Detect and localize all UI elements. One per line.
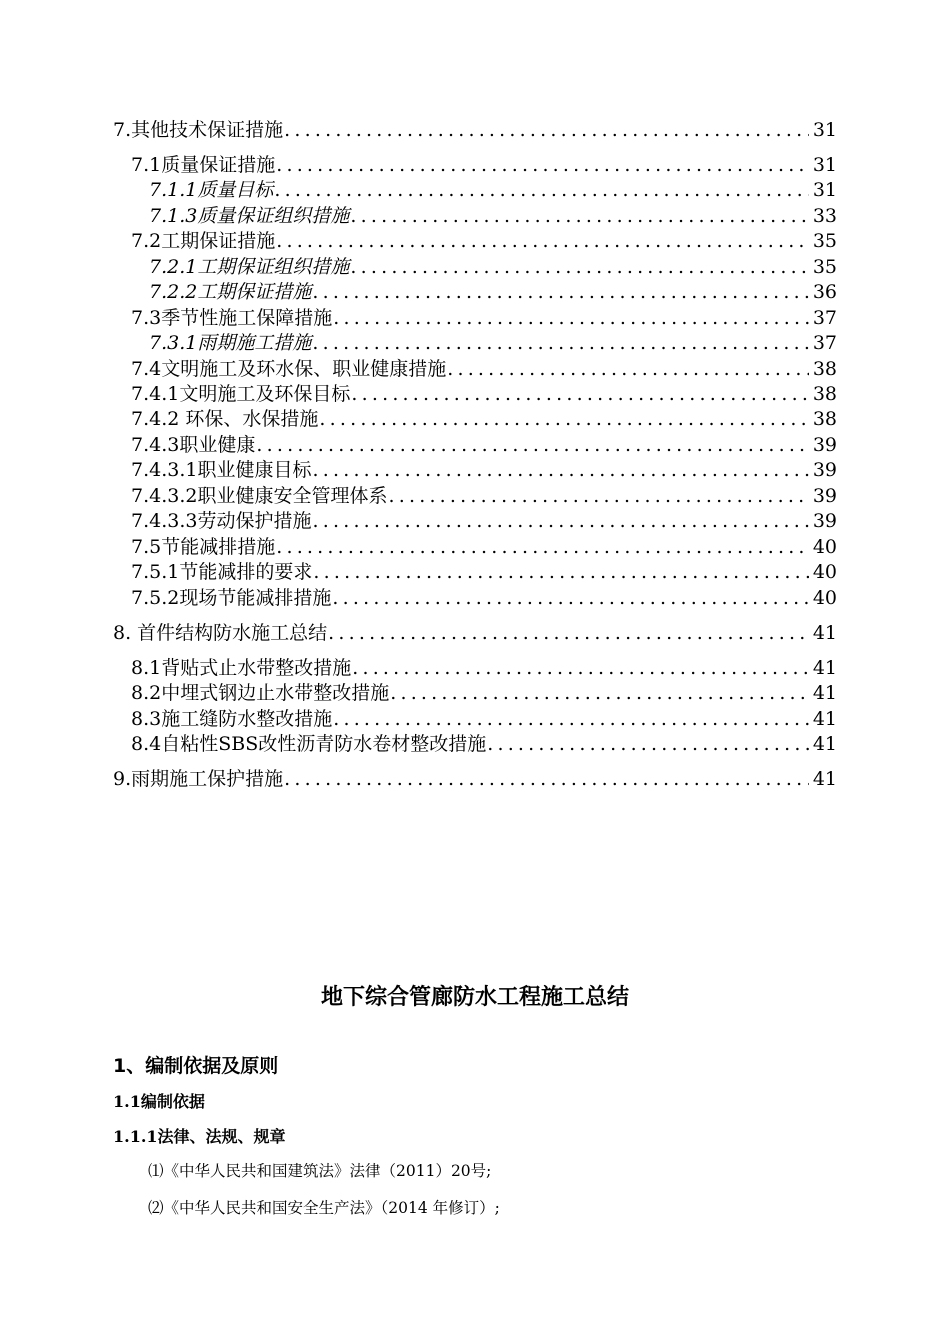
toc-entry[interactable] xyxy=(149,204,837,228)
toc-entry-page: 41 xyxy=(812,682,837,704)
toc-entry[interactable] xyxy=(149,280,837,304)
toc-entry-label: 7.4.3职业健康 xyxy=(131,434,256,456)
toc-entry[interactable] xyxy=(131,707,837,731)
toc-entry-label: 7.5节能减排措施 xyxy=(131,536,276,558)
toc-leader-dots xyxy=(388,484,808,508)
toc-entry[interactable] xyxy=(113,118,837,142)
toc-leader-dots xyxy=(256,433,808,457)
toc-entry[interactable] xyxy=(131,656,837,680)
toc-entry-page: 38 xyxy=(812,358,837,380)
toc-entry-label: 7.4.3.3劳动保护措施 xyxy=(131,510,312,532)
toc-leader-dots xyxy=(319,407,808,431)
toc-entry-label: 8.4自粘性SBS改性沥青防水卷材整改措施 xyxy=(131,733,487,755)
toc-entry-page: 41 xyxy=(812,657,837,679)
toc-entry[interactable] xyxy=(131,433,837,457)
toc-entry-page: 39 xyxy=(812,434,837,456)
toc-leader-dots xyxy=(350,255,808,279)
toc-entry-page: 39 xyxy=(812,459,837,481)
toc-entry-page: 38 xyxy=(812,383,837,405)
toc-entry-label: 8. 首件结构防水施工总结 xyxy=(113,622,328,644)
toc-leader-dots xyxy=(312,280,808,304)
toc-entry[interactable] xyxy=(131,458,837,482)
toc-entry-page: 41 xyxy=(812,708,837,730)
toc-entry[interactable] xyxy=(131,229,837,253)
law-reference-item: ⑴《中华人民共和国建筑法》法律（2011）20号; xyxy=(148,1162,492,1180)
toc-entry[interactable] xyxy=(149,178,837,202)
toc-entry[interactable] xyxy=(131,732,837,756)
toc-entry-page: 37 xyxy=(812,332,837,354)
toc-entry-label: 7.2.1工期保证组织措施 xyxy=(149,256,350,278)
toc-entry[interactable] xyxy=(131,382,837,406)
toc-entry[interactable] xyxy=(131,509,837,533)
toc-leader-dots xyxy=(332,586,808,610)
toc-entry-label: 7.3.1雨期施工措施 xyxy=(149,332,312,354)
toc-entry-label: 7.2工期保证措施 xyxy=(131,230,276,252)
toc-entry-page: 35 xyxy=(812,230,837,252)
toc-leader-dots xyxy=(390,681,809,705)
toc-entry-page: 33 xyxy=(812,205,837,227)
toc-leader-dots xyxy=(312,458,808,482)
toc-entry[interactable] xyxy=(131,357,837,381)
toc-leader-dots xyxy=(274,178,808,202)
toc-entry-page: 39 xyxy=(812,485,837,507)
toc-entry-page: 40 xyxy=(812,561,837,583)
toc-leader-dots xyxy=(351,382,808,406)
toc-entry-label: 8.1背贴式止水带整改措施 xyxy=(131,657,352,679)
toc-leader-dots xyxy=(312,509,808,533)
toc-leader-dots xyxy=(328,621,809,645)
toc-entry-page: 35 xyxy=(812,256,837,278)
toc-leader-dots xyxy=(284,767,809,791)
toc-entry-page: 31 xyxy=(812,119,837,141)
toc-entry-label: 7.其他技术保证措施 xyxy=(113,119,284,141)
toc-leader-dots xyxy=(352,656,809,680)
toc-entry-label: 7.4.1文明施工及环保目标 xyxy=(131,383,351,405)
toc-entry-page: 41 xyxy=(812,768,837,790)
toc-entry-label: 8.3施工缝防水整改措施 xyxy=(131,708,333,730)
toc-entry[interactable] xyxy=(131,560,837,584)
toc-entry-page: 39 xyxy=(812,510,837,532)
toc-entry-label: 7.1.3质量保证组织措施 xyxy=(149,205,350,227)
toc-leader-dots xyxy=(276,153,809,177)
toc-entry-page: 36 xyxy=(812,281,837,303)
toc-entry-page: 40 xyxy=(812,587,837,609)
toc-entry-label: 7.1质量保证措施 xyxy=(131,154,276,176)
section-heading-1-1-1: 1.1.1法律、法规、规章 xyxy=(113,1127,286,1146)
toc-leader-dots xyxy=(276,535,809,559)
toc-entry-page: 31 xyxy=(812,154,837,176)
toc-entry-page: 41 xyxy=(812,622,837,644)
document-title: 地下综合管廊防水工程施工总结 xyxy=(320,984,629,1010)
toc-entry[interactable] xyxy=(131,586,837,610)
law-reference-item: ⑵《中华人民共和国安全生产法》（2014 年修订）; xyxy=(148,1199,500,1217)
section-heading-1-1: 1.1编制依据 xyxy=(113,1092,205,1111)
toc-entry-label: 7.3季节性施工保障措施 xyxy=(131,307,333,329)
toc-entry[interactable] xyxy=(131,535,837,559)
toc-leader-dots xyxy=(284,118,809,142)
toc-entry[interactable] xyxy=(113,767,837,791)
toc-entry-label: 7.4文明施工及环水保、职业健康措施 xyxy=(131,358,447,380)
toc-leader-dots xyxy=(333,306,809,330)
toc-entry[interactable] xyxy=(113,621,837,645)
toc-entry[interactable] xyxy=(131,681,837,705)
toc-leader-dots xyxy=(312,331,808,355)
toc-leader-dots xyxy=(487,732,809,756)
toc-entry-label: 8.2中埋式钢边止水带整改措施 xyxy=(131,682,390,704)
toc-entry-label: 7.2.2工期保证措施 xyxy=(149,281,312,303)
toc-entry[interactable] xyxy=(131,484,837,508)
toc-entry[interactable] xyxy=(131,306,837,330)
toc-leader-dots xyxy=(350,204,808,228)
toc-entry[interactable] xyxy=(149,331,837,355)
toc-leader-dots xyxy=(447,357,809,381)
toc-entry[interactable] xyxy=(131,407,837,431)
toc-entry-label: 7.5.2现场节能减排措施 xyxy=(131,587,332,609)
toc-entry-label: 7.4.3.2职业健康安全管理体系 xyxy=(131,485,388,507)
toc-entry-label: 9.雨期施工保护措施 xyxy=(113,768,284,790)
toc-leader-dots xyxy=(313,560,808,584)
toc-entry[interactable] xyxy=(131,153,837,177)
toc-entry-label: 7.4.3.1职业健康目标 xyxy=(131,459,312,481)
toc-entry-page: 31 xyxy=(812,179,837,201)
toc-entry-page: 37 xyxy=(812,307,837,329)
toc-entry[interactable] xyxy=(149,255,837,279)
section-heading-1: 1、编制依据及原则 xyxy=(113,1055,279,1077)
toc-entry-page: 40 xyxy=(812,536,837,558)
toc-entry-label: 7.1.1质量目标 xyxy=(149,179,274,201)
toc-leader-dots xyxy=(333,707,809,731)
toc-entry-page: 38 xyxy=(812,408,837,430)
toc-leader-dots xyxy=(276,229,809,253)
toc-entry-label: 7.4.2 环保、水保措施 xyxy=(131,408,319,430)
toc-entry-label: 7.5.1节能减排的要求 xyxy=(131,561,313,583)
toc-entry-page: 41 xyxy=(812,733,837,755)
